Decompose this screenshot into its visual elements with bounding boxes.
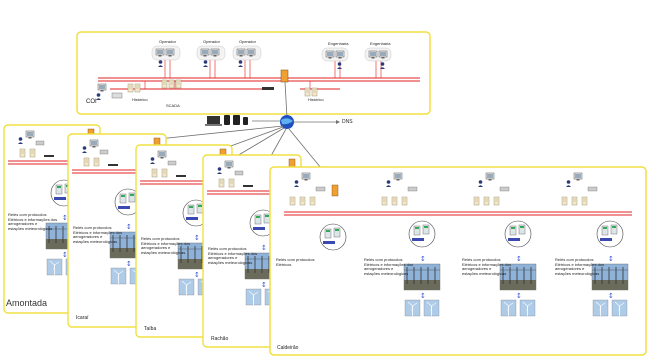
mobile-devices xyxy=(205,115,248,126)
operator-label-3: Operador xyxy=(239,39,256,44)
svg-text:↕: ↕ xyxy=(516,292,522,300)
engineer-label-1: Engenharia xyxy=(328,41,349,46)
site-name-icarai: Icaraí xyxy=(76,315,89,321)
svg-text:↕: ↕ xyxy=(420,255,426,263)
site-name-taiba: Taíba xyxy=(144,326,157,332)
svg-text:↕: ↕ xyxy=(126,260,132,268)
svg-text:↕: ↕ xyxy=(261,281,267,289)
svg-text:↕: ↕ xyxy=(608,292,614,300)
dns-label: DNS xyxy=(342,119,353,125)
central-switch xyxy=(281,70,288,82)
svg-text:↕: ↕ xyxy=(194,271,200,279)
operator-label-1: Operador xyxy=(159,39,176,44)
engineer-label-2: Engenharia xyxy=(370,41,391,46)
svg-text:↕: ↕ xyxy=(126,223,132,231)
svg-text:↕: ↕ xyxy=(194,234,200,242)
svg-text:↕: ↕ xyxy=(516,255,522,263)
relay-text-caldeirao-3: Relés com protocolos Elétricos e informações dos aerogeradores e estações meteorológicas xyxy=(462,257,512,276)
relay-text-caldeirao-4: Relés com protocolos Elétricos e informações dos aerogeradores e estações meteorológicas xyxy=(555,257,605,276)
relay-text-amontada: Relés com protocolos Elétricos e informações dos aerogeradores e estações meteorológicas xyxy=(8,212,58,231)
svg-text:↕: ↕ xyxy=(420,292,426,300)
historico-label-1: Histórico xyxy=(132,97,148,102)
relay-text-caldeirao-1: Relés com protocolos Elétricos xyxy=(276,257,315,267)
svg-text:↕: ↕ xyxy=(62,251,68,259)
relay-text-rachao: Relés com protocolos Elétricos e informações dos aerogeradores e estações meteorológicas xyxy=(208,246,258,265)
internet-globe xyxy=(280,115,294,129)
site-name-amontada: Amontada xyxy=(6,298,48,308)
svg-text:↕: ↕ xyxy=(608,255,614,263)
site-name-caldeirao: Caldeirão xyxy=(277,345,299,351)
relay-text-taiba: Relés com protocolos Elétricos e informações dos aerogeradores e estações meteorológicas xyxy=(141,236,191,255)
relay-text-caldeirao-2: Relés com protocolos Elétricos e informações dos aerogeradores e estações meteorológicas xyxy=(364,257,414,276)
svg-text:↕: ↕ xyxy=(261,244,267,252)
svg-text:↕: ↕ xyxy=(62,214,68,222)
relay-text-icarai: Relés com protocolos Elétricos e informações dos aerogeradores e estações meteorológicas xyxy=(73,225,123,244)
historico-label-2: Histórico xyxy=(308,97,324,102)
scada-label: SCADA xyxy=(166,103,180,108)
operator-label-2: Operador xyxy=(203,39,220,44)
coi-label: COI xyxy=(86,99,97,105)
site-name-rachao: Rachão xyxy=(211,336,229,342)
